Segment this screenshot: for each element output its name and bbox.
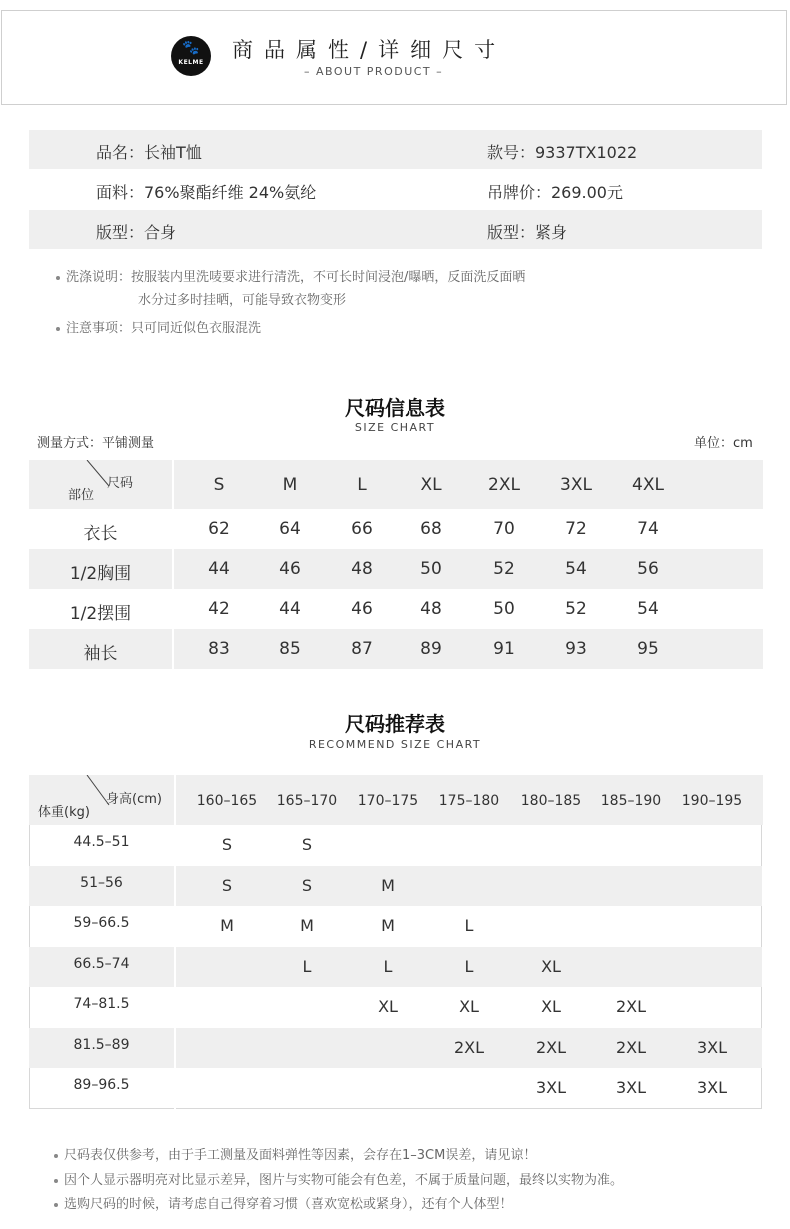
wash-text-line2: 水分过多时挂晒，可能导致衣物变形 xyxy=(138,293,347,308)
size-cell: 50 xyxy=(493,599,515,619)
care-note xyxy=(56,317,261,336)
recommend-row xyxy=(29,1068,762,1109)
column-divider xyxy=(174,1028,176,1069)
footnote-text: 因个人显示器明亮对比显示差异，图片与实物可能会有色差，不属于质量问题，最终以实物为准。 xyxy=(64,1173,624,1188)
recommend-size-cell: 3XL xyxy=(696,1037,728,1057)
height-header-cell: 165–170 xyxy=(276,793,338,809)
recommend-size-cell: L xyxy=(302,956,312,976)
size-header-cell: S xyxy=(213,475,225,495)
column-divider xyxy=(174,775,176,825)
size-cell: 83 xyxy=(208,639,230,659)
height-header-cell: 190–195 xyxy=(681,793,743,809)
size-header-cell: XL xyxy=(420,475,442,495)
recommend-row xyxy=(29,987,762,1028)
recommend-size-cell: S xyxy=(301,835,313,854)
attribute-row xyxy=(29,130,762,169)
recommend-size-cell: XL xyxy=(541,997,561,1016)
care-label: 注意事项： xyxy=(66,321,132,336)
size-cell: 72 xyxy=(565,519,587,539)
bullet-icon xyxy=(54,1179,58,1183)
size-cell: 52 xyxy=(493,559,515,579)
size-cell: 89 xyxy=(420,639,442,659)
recommend-header-row xyxy=(29,775,763,825)
recommend-size-cell: 3XL xyxy=(696,1078,728,1097)
bullet-icon xyxy=(56,327,60,331)
size-row xyxy=(29,549,763,589)
care-text: 只可同近似色衣服混洗 xyxy=(131,321,262,336)
column-divider xyxy=(172,549,174,589)
column-divider xyxy=(174,906,176,947)
brand-logo xyxy=(171,36,211,76)
page-subtitle: – ABOUT PRODUCT – xyxy=(304,65,444,78)
size-header-row xyxy=(29,460,763,509)
size-header-cell: 2XL xyxy=(488,475,520,495)
size-chart-subtitle: SIZE CHART xyxy=(354,421,436,434)
recommend-row xyxy=(29,866,762,907)
size-row-label: 衣长 xyxy=(83,524,118,544)
height-header-cell: 185–190 xyxy=(600,793,662,809)
size-cell: 62 xyxy=(208,519,230,539)
size-row-label: 袖长 xyxy=(83,644,118,664)
recommend-chart-title: 尺码推荐表 xyxy=(345,712,445,736)
recommend-size-cell: S xyxy=(221,875,233,895)
size-cell: 48 xyxy=(351,559,373,579)
size-cell: 46 xyxy=(351,599,373,619)
size-cell: 54 xyxy=(565,559,587,579)
footnote-3 xyxy=(54,1193,513,1212)
diagonal-line xyxy=(29,460,172,509)
column-divider xyxy=(172,460,174,509)
size-cell: 64 xyxy=(279,519,301,539)
size-cell: 42 xyxy=(208,599,230,619)
height-header-cell: 170–175 xyxy=(357,793,419,809)
recommend-header-corner xyxy=(29,775,174,825)
size-cell: 68 xyxy=(420,519,442,539)
size-cell: 48 xyxy=(420,599,442,619)
recommend-size-cell: 3XL xyxy=(535,1078,567,1097)
attribute-row xyxy=(29,210,762,249)
size-cell: 95 xyxy=(637,639,659,659)
size-header-cell: 4XL xyxy=(632,475,664,495)
weight-label: 51–56 xyxy=(80,874,123,891)
fabric: 面料：76%聚酯纤维 24%氨纶 xyxy=(96,183,317,202)
weight-label: 44.5–51 xyxy=(73,834,130,850)
footnote-text: 尺码表仅供参考，由于手工测量及面料弹性等因素，会存在1–3CM误差，请见谅！ xyxy=(64,1148,537,1163)
recommend-chart-subtitle: RECOMMEND SIZE CHART xyxy=(308,738,482,751)
size-row xyxy=(29,589,763,629)
size-cell: 85 xyxy=(279,639,301,659)
bullet-icon xyxy=(54,1154,58,1158)
column-divider xyxy=(174,866,176,907)
size-cell: 56 xyxy=(637,559,659,579)
size-cell: 44 xyxy=(208,559,230,579)
measure-method: 测量方式：平铺测量 xyxy=(37,436,155,451)
recommend-size-cell: M xyxy=(220,916,234,935)
column-divider xyxy=(174,947,176,988)
recommend-row xyxy=(29,947,762,988)
page-title: 商品属性/详细尺寸 xyxy=(232,38,507,62)
wash-label: 洗涤说明： xyxy=(66,270,132,285)
corner-bottom-label: 体重(kg) xyxy=(38,805,90,820)
tag-price: 吊牌价：269.00元 xyxy=(487,183,623,202)
unit-label: 单位：cm xyxy=(694,436,753,451)
size-header-corner xyxy=(29,460,172,509)
size-cell: 91 xyxy=(493,639,515,659)
weight-label: 89–96.5 xyxy=(73,1077,130,1093)
footnote-1 xyxy=(54,1144,536,1163)
bullet-icon xyxy=(56,276,60,280)
size-row-label: 1/2胸围 xyxy=(69,564,132,584)
bullet-icon xyxy=(54,1203,58,1207)
size-cell: 44 xyxy=(279,599,301,619)
size-cell: 50 xyxy=(420,559,442,579)
size-cell: 87 xyxy=(351,639,373,659)
weight-label: 66.5–74 xyxy=(73,955,130,972)
fit-type-2: 版型：紧身 xyxy=(487,223,568,242)
brand-logo-text: KELME xyxy=(178,59,204,66)
recommend-size-cell: L xyxy=(383,956,393,976)
column-divider xyxy=(172,629,174,669)
size-cell: 66 xyxy=(351,519,373,539)
size-header-cell: 3XL xyxy=(560,475,592,495)
size-cell: 54 xyxy=(637,599,659,619)
height-header-cell: 180–185 xyxy=(520,793,582,809)
weight-label: 81.5–89 xyxy=(73,1036,130,1053)
recommend-size-cell: L xyxy=(464,916,474,935)
recommend-size-cell: 2XL xyxy=(615,1037,647,1057)
recommend-size-cell: M xyxy=(381,916,395,935)
size-row-label: 1/2摆围 xyxy=(69,604,132,624)
height-header-cell: 175–180 xyxy=(438,793,500,809)
fit-type-1: 版型：合身 xyxy=(96,223,177,242)
size-cell: 70 xyxy=(493,519,515,539)
paw-icon: 🐾 xyxy=(182,40,200,56)
attribute-row xyxy=(29,170,762,209)
recommend-size-cell: L xyxy=(464,956,474,976)
size-row xyxy=(29,509,763,549)
column-divider xyxy=(174,987,176,1028)
recommend-row xyxy=(29,825,762,866)
size-cell: 93 xyxy=(565,639,587,659)
recommend-size-cell: 2XL xyxy=(453,1037,485,1057)
size-row xyxy=(29,629,763,669)
column-divider xyxy=(174,825,176,866)
recommend-size-cell: S xyxy=(221,835,233,854)
recommend-size-cell: 2XL xyxy=(615,997,647,1016)
style-number: 款号：9337TX1022 xyxy=(487,143,638,162)
wash-instructions xyxy=(56,266,525,285)
size-cell: 46 xyxy=(279,559,301,579)
column-divider xyxy=(174,1068,176,1109)
footnote-2 xyxy=(54,1169,623,1188)
column-divider xyxy=(172,589,174,629)
recommend-size-cell: M xyxy=(300,916,314,935)
size-cell: 74 xyxy=(637,519,659,539)
corner-top-label: 身高(cm) xyxy=(106,792,162,807)
recommend-row xyxy=(29,906,762,947)
recommend-size-cell: XL xyxy=(378,997,398,1016)
weight-label: 74–81.5 xyxy=(73,996,130,1012)
height-header-cell: 160–165 xyxy=(196,793,258,809)
recommend-size-cell: 3XL xyxy=(615,1078,647,1097)
footnote-text: 选购尺码的时候，请考虑自己得穿着习惯（喜欢宽松或紧身），还有个人体型！ xyxy=(64,1197,513,1212)
column-divider xyxy=(172,509,174,549)
product-name: 品名：长袖T恤 xyxy=(96,143,202,162)
size-cell: 52 xyxy=(565,599,587,619)
weight-label: 59–66.5 xyxy=(73,915,130,931)
recommend-size-cell: S xyxy=(301,875,313,895)
recommend-size-cell: 2XL xyxy=(535,1037,567,1057)
size-chart-title: 尺码信息表 xyxy=(345,396,445,420)
recommend-size-cell: M xyxy=(381,875,395,895)
size-header-cell: L xyxy=(357,475,367,495)
corner-top-label: 尺码 xyxy=(107,476,134,491)
size-header-cell: M xyxy=(282,475,298,495)
recommend-size-cell: XL xyxy=(541,956,561,976)
wash-text-line1: 按服装内里洗唛要求进行清洗，不可长时间浸泡/曝晒，反面洗反面晒 xyxy=(131,270,526,285)
recommend-row xyxy=(29,1028,762,1069)
corner-bottom-label: 部位 xyxy=(68,488,95,503)
recommend-size-cell: XL xyxy=(459,997,479,1016)
